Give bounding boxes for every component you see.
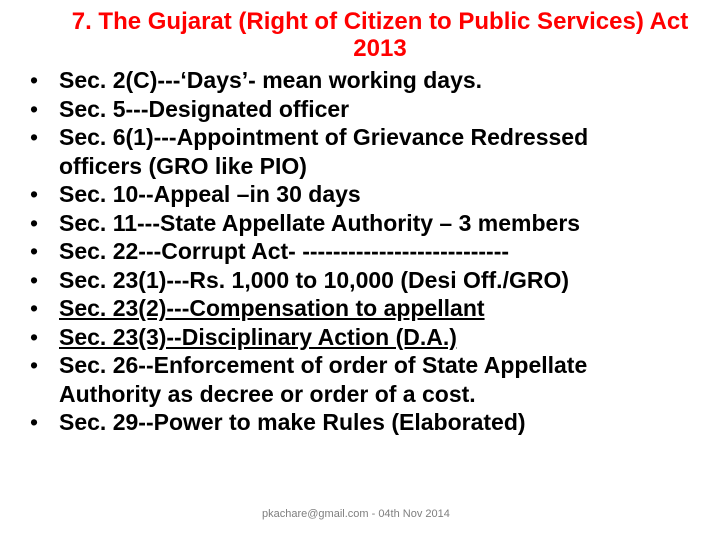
- list-item-text: Sec. 2(C)---‘Days’- mean working days.: [59, 67, 483, 93]
- list-item-text: Sec. 22---Corrupt Act- ---------------------------: [59, 238, 510, 264]
- list-item-sec-2c: [24, 66, 714, 95]
- list-item-sec-22: [24, 237, 714, 266]
- bullet-icon: •: [29, 181, 39, 207]
- list-item-sec-10: [24, 180, 714, 209]
- slide-title-line-1: 7. The Gujarat (Right of Citizen to Public Services) Act: [71, 8, 689, 35]
- slide-title: [40, 8, 720, 62]
- bullet-icon: •: [29, 352, 39, 378]
- list-item-sec-11: [24, 209, 714, 238]
- list-item-text: Sec. 6(1)---Appointment of Grievance Redressed: [59, 124, 589, 150]
- list-item-sec-23-2: [24, 294, 714, 323]
- list-item-text: Sec. 23(2)---Compensation to appellant: [59, 295, 485, 321]
- list-item-text-continued: Authority as decree or order of a cost.: [59, 380, 476, 407]
- bullet-icon: •: [29, 238, 39, 264]
- list-item-sec-29: [24, 408, 714, 437]
- bullet-icon: •: [29, 295, 39, 321]
- list-item-text: Sec. 5---Designated officer: [59, 95, 350, 122]
- list-item-text: Sec. 29--Power to make Rules (Elaborated): [59, 409, 526, 435]
- bullet-icon: •: [29, 67, 39, 93]
- list-item-sec-6-1: [24, 123, 714, 180]
- list-item-text: Sec. 26--Enforcement of order of State Appellate: [59, 352, 588, 378]
- slide-footer: pkachare@gmail.com - 04th Nov 2014: [262, 508, 450, 520]
- list-item-sec-26: [24, 351, 714, 408]
- bullet-icon: •: [29, 95, 39, 122]
- bullet-icon: •: [29, 323, 39, 350]
- list-item-text: Sec. 11---State Appellate Authority – 3 members: [59, 209, 581, 236]
- bullet-icon: •: [29, 409, 39, 435]
- slide-title-line-2: 2013: [353, 35, 407, 62]
- bullet-icon: •: [29, 266, 39, 293]
- list-item-text-continued: officers (GRO like PIO): [59, 152, 307, 179]
- list-item-text: Sec. 23(3)--Disciplinary Action (D.A.): [59, 323, 457, 350]
- bullet-icon: •: [29, 209, 39, 236]
- list-item-text: Sec. 10--Appeal –in 30 days: [59, 181, 361, 207]
- list-item-sec-23-3: [24, 323, 714, 352]
- list-item-sec-5: [24, 95, 714, 124]
- section-list: [24, 66, 714, 437]
- bullet-icon: •: [29, 124, 39, 150]
- list-item-sec-23-1: [24, 266, 714, 295]
- list-item-text: Sec. 23(1)---Rs. 1,000 to 10,000 (Desi Off./GRO): [59, 266, 570, 293]
